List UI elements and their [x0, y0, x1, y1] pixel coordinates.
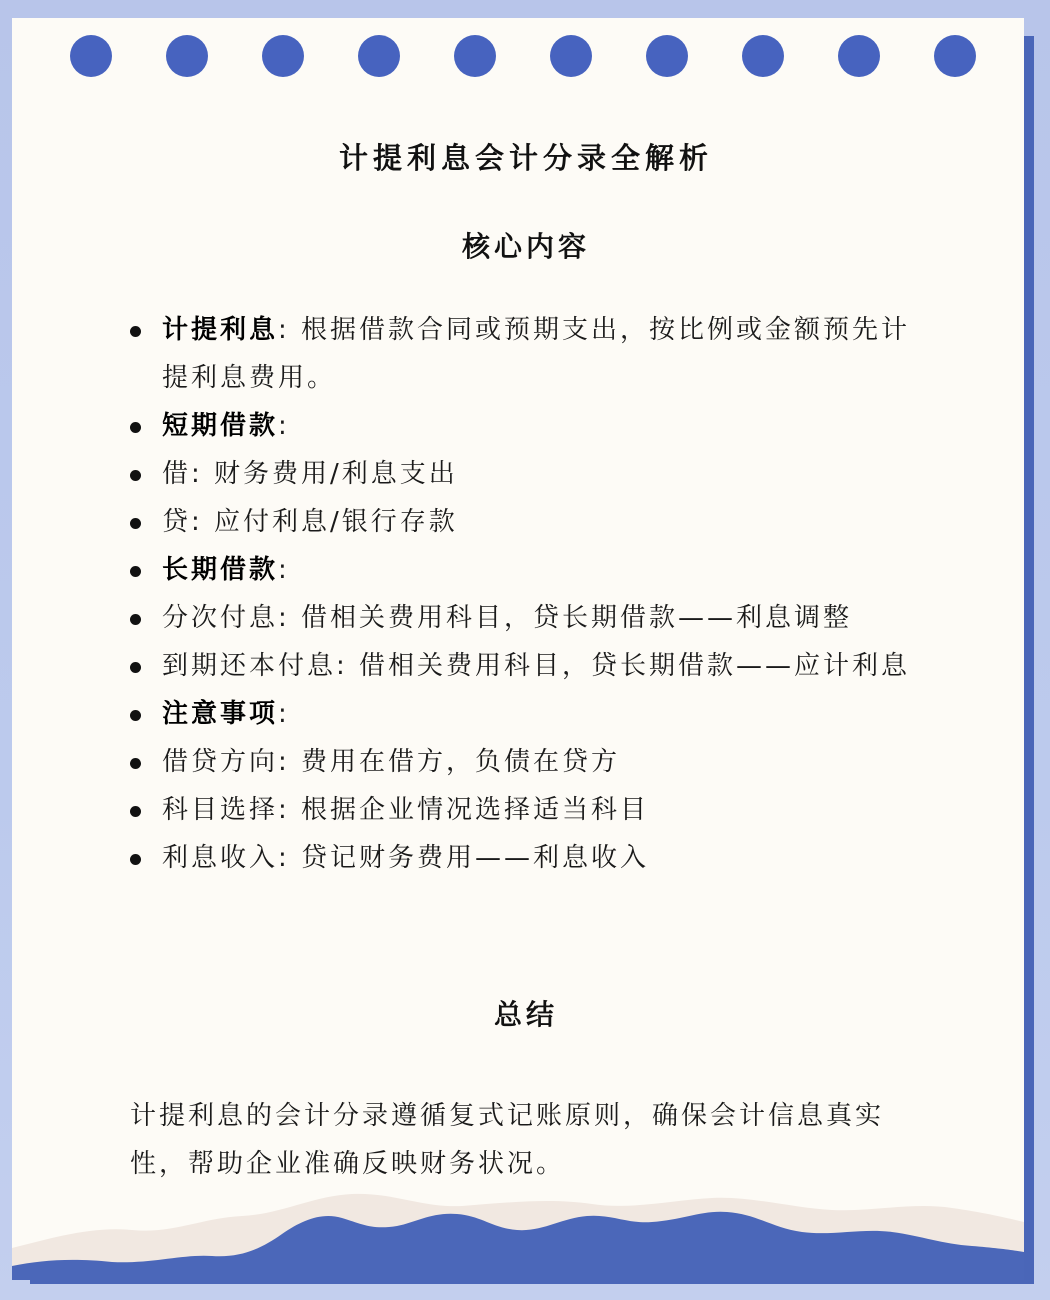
list-item-label: 短期借款: [162, 411, 279, 441]
list-item-text: 财务费用/利息支出: [214, 459, 458, 489]
list-item: [130, 498, 920, 546]
section-heading-summary: 总结: [493, 998, 558, 1031]
binder-hole: [70, 35, 112, 77]
list-item-label: 借: [162, 459, 192, 489]
list-item: [130, 450, 920, 498]
binder-hole: [166, 35, 208, 77]
list-item: [130, 786, 920, 834]
list-item-text: 贷记财务费用——利息收入: [301, 843, 650, 873]
binder-hole: [454, 35, 496, 77]
list-item-label: 贷: [162, 507, 192, 537]
binder-hole: [742, 35, 784, 77]
list-item-text: 应付利息/银行存款: [214, 507, 458, 537]
list-item: [130, 594, 920, 642]
binder-hole: [934, 35, 976, 77]
list-item-sep: :: [278, 843, 302, 873]
notepad-page: [12, 18, 1024, 1280]
list-item-sep: :: [278, 411, 290, 441]
binder-hole: [550, 35, 592, 77]
summary-paragraph: 计提利息的会计分录遵循复式记账原则，确保会计信息真实性，帮助企业准确反映财务状况。: [130, 1101, 885, 1179]
list-item-label: 科目选择: [162, 795, 279, 825]
list-item-sep: :: [336, 651, 360, 681]
list-item: [130, 306, 920, 402]
list-item-text: 根据企业情况选择适当科目: [301, 795, 650, 825]
list-item: [130, 690, 920, 738]
binder-hole: [646, 35, 688, 77]
list-item-text: 根据借款合同或预期支出，按比例或金额预先计提利息费用。: [162, 315, 911, 393]
binder-hole: [838, 35, 880, 77]
list-item: [130, 642, 920, 690]
list-item-sep: :: [191, 507, 215, 537]
list-item-label: 借贷方向: [162, 747, 279, 777]
content-list: [130, 306, 920, 882]
list-item-label: 计提利息: [162, 315, 279, 345]
mountain-decoration: [12, 1188, 1024, 1280]
list-item-sep: :: [191, 459, 215, 489]
list-item-label: 分次付息: [162, 603, 279, 633]
list-item-label: 到期还本付息: [162, 651, 337, 681]
binder-holes: [70, 35, 990, 79]
list-item-sep: :: [278, 603, 302, 633]
list-item-label: 利息收入: [162, 843, 279, 873]
list-item-sep: :: [278, 795, 302, 825]
list-item-text: 费用在借方，负债在贷方: [301, 747, 621, 777]
list-item-label: 注意事项: [162, 699, 279, 729]
section-heading-core: 核心内容: [461, 230, 590, 263]
list-item-text: 借相关费用科目，贷长期借款——利息调整: [301, 603, 853, 633]
list-item-sep: :: [278, 699, 290, 729]
list-item-sep: :: [278, 315, 302, 345]
list-item: [130, 834, 920, 882]
list-item: [130, 546, 920, 594]
list-item: [130, 402, 920, 450]
list-item-sep: :: [278, 555, 290, 585]
page-title: 计提利息会计分录全解析: [338, 141, 713, 175]
list-item: [130, 738, 920, 786]
list-item-label: 长期借款: [162, 555, 279, 585]
binder-hole: [262, 35, 304, 77]
list-item-text: 借相关费用科目，贷长期借款——应计利息: [359, 651, 911, 681]
binder-hole: [358, 35, 400, 77]
list-item-sep: :: [278, 747, 302, 777]
